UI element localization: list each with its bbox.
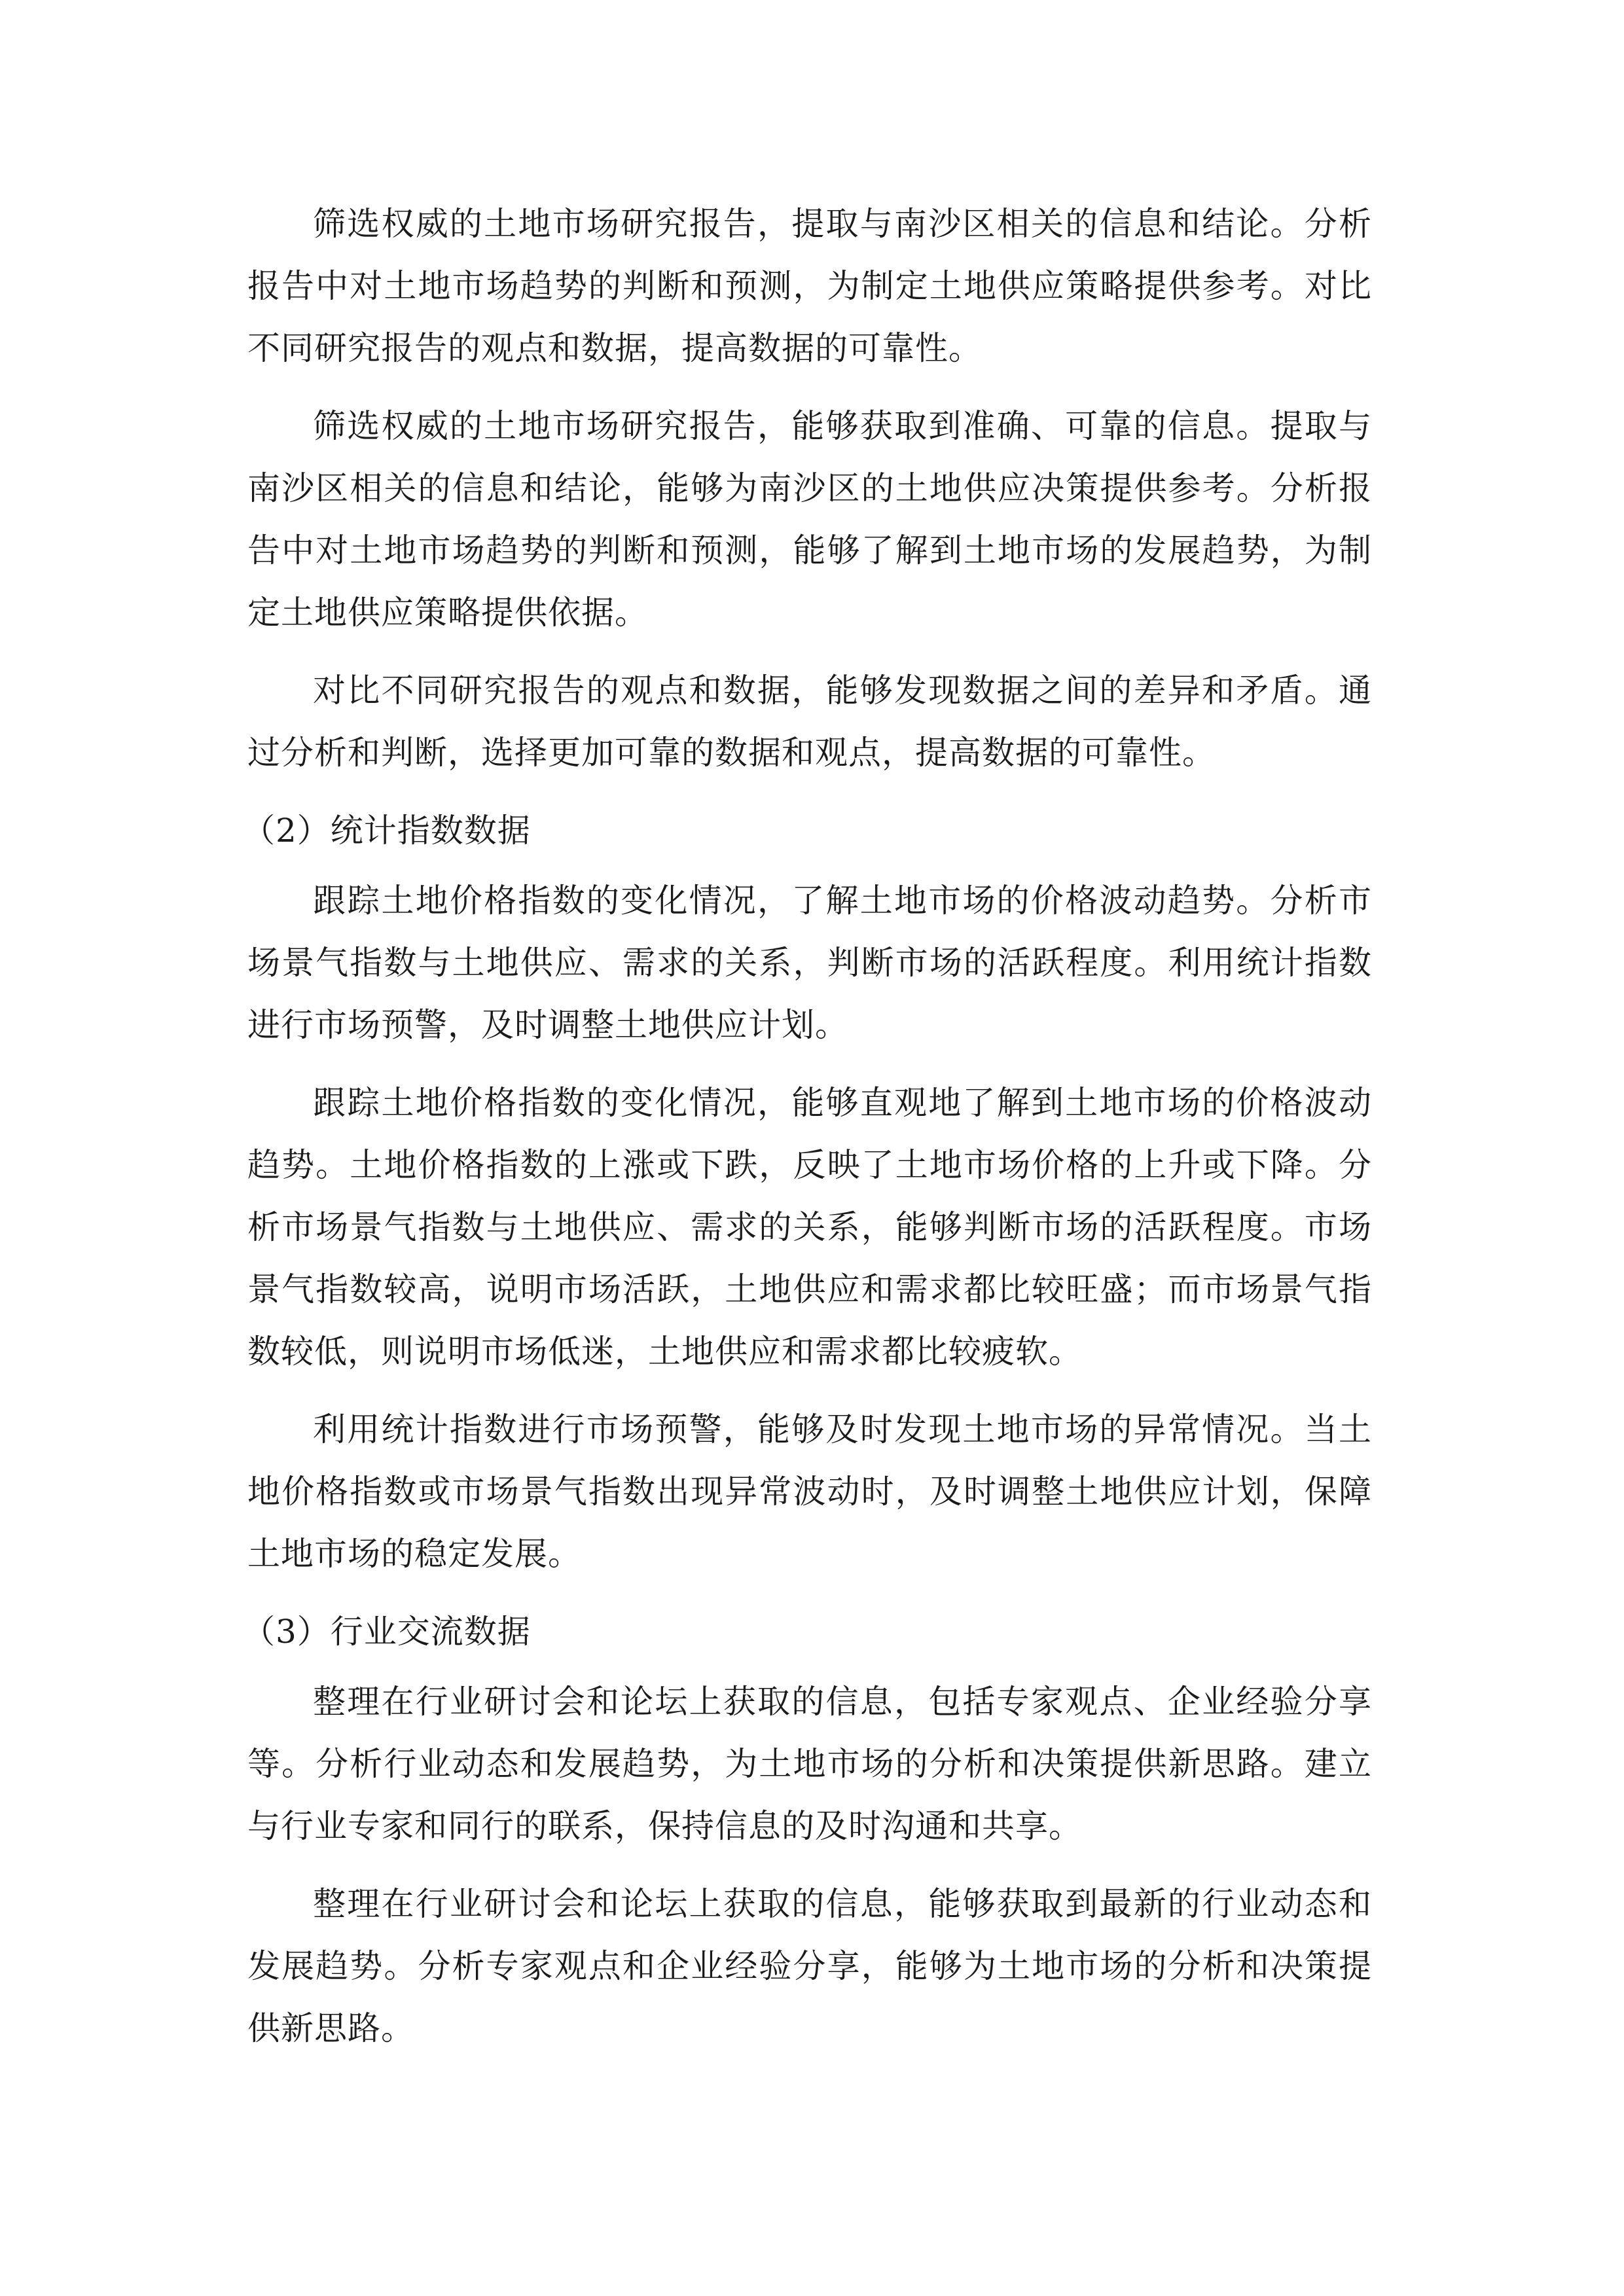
paragraph-index-tracking: 跟踪土地价格指数的变化情况，了解土地市场的价格波动趋势。分析市场景气指数与土地供应、需求的关系，判断市场的活跃程度。利用统计指数进行市场预警，及时调整土地供应计划。	[247, 882, 1372, 1044]
paragraph-industry-info: 整理在行业研讨会和论坛上获取的信息，包括专家观点、企业经验分享等。分析行业动态和发展趋势，为土地市场的分析和决策提供新思路。建立与行业专家和同行的联系，保持信息的及时沟通和共享。	[247, 1683, 1372, 1845]
paragraph-industry-trends: 整理在行业研讨会和论坛上获取的信息，能够获取到最新的行业动态和发展趋势。分析专家观点和企业经验分享，能够为土地市场的分析和决策提供新思路。	[247, 1885, 1372, 2047]
paragraph-report-comparison: 对比不同研究报告的观点和数据，能够发现数据之间的差异和矛盾。通过分析和判断，选择更加可靠的数据和观点，提高数据的可靠性。	[247, 672, 1372, 772]
paragraph-index-warning: 利用统计指数进行市场预警，能够及时发现土地市场的异常情况。当土地价格指数或市场景气指数出现异常波动时，及时调整土地供应计划，保障土地市场的稳定发展。	[247, 1410, 1372, 1573]
section-heading-industry-exchange: （3）行业交流数据	[242, 1613, 531, 1651]
paragraph-index-analysis: 跟踪土地价格指数的变化情况，能够直观地了解到土地市场的价格波动趋势。土地价格指数的上涨或下跌，反映了土地市场价格的上升或下降。分析市场景气指数与土地供应、需求的关系，能够判断市场的活跃程度。市场景气指数较高，说明市场活跃，土地供应和需求都比较旺盛；而市场景气指数较低，则说明市场低迷，土地供应和需求都比较疲软。	[247, 1084, 1372, 1371]
section-heading-statistical-index: （2）统计指数数据	[242, 812, 531, 850]
document-page	[242, 193, 1372, 2075]
paragraph-report-screening: 筛选权威的土地市场研究报告，提取与南沙区相关的信息和结论。分析报告中对土地市场趋势的判断和预测，为制定土地供应策略提供参考。对比不同研究报告的观点和数据，提高数据的可靠性。	[247, 205, 1372, 367]
paragraph-report-reliability: 筛选权威的土地市场研究报告，能够获取到准确、可靠的信息。提取与南沙区相关的信息和结论，能够为南沙区的土地供应决策提供参考。分析报告中对土地市场趋势的判断和预测，能够了解到土地市场的发展趋势，为制定土地供应策略提供依据。	[247, 407, 1372, 632]
